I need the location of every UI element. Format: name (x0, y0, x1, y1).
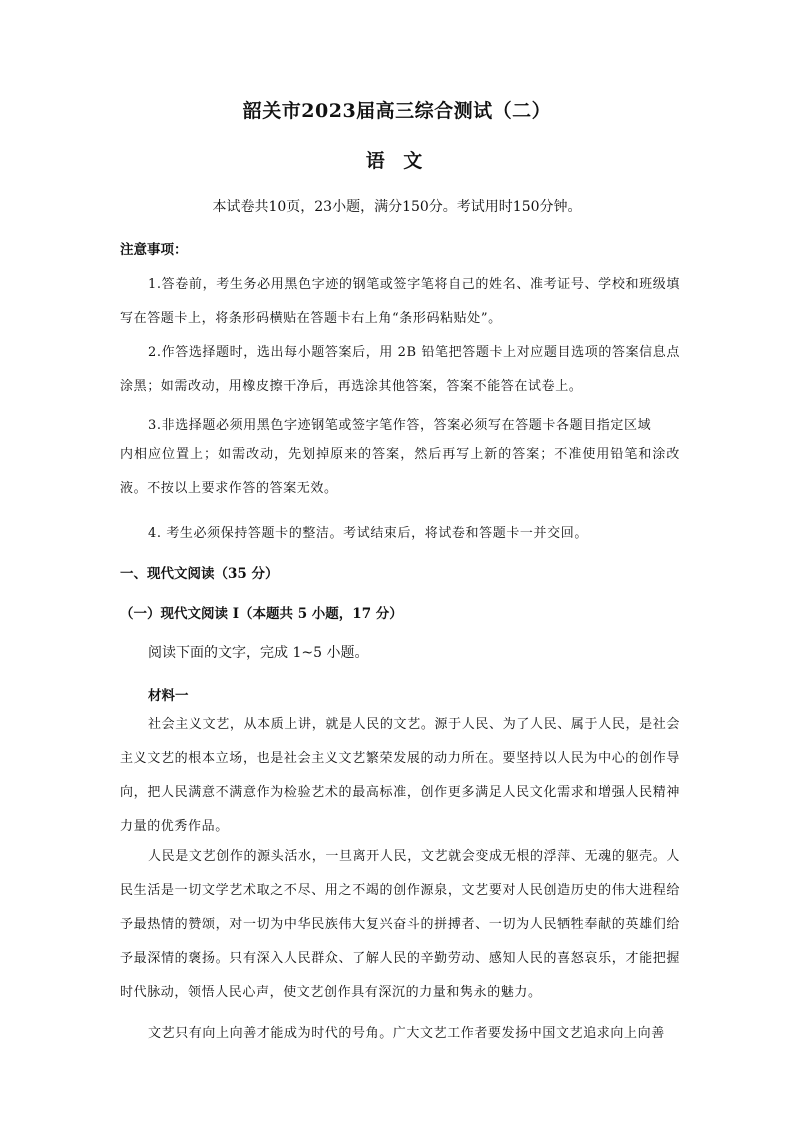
subsection-heading: （一）现代文阅读 I（本题共 5 小题，17 分） (120, 606, 403, 622)
exam-title: 韶关市2023届高三综合测试（二） (242, 100, 552, 122)
exam-intro: 本试卷共10页，23小题，满分150分。考试用时150分钟。 (212, 199, 582, 215)
note-item-1: 1.答卷前，考生务必用黑色字迹的钢笔或签字笔将自己的姓名、准考证号、学校和班级填写在答题卡上，将条形码横贴在答题卡右上角“条形码粘贴处”。 (120, 277, 680, 326)
material-paragraph-2: 人民是文艺创作的源头活水，一旦离开人民，文艺就会变成无根的浮萍、无魂的躯壳。人民生活是一切文学艺术取之不尽、用之不竭的创作源泉，文艺要对人民创造历史的伟大进程给予最热情的赞颂，对一切为中华民族伟大复兴奋斗的拼搏者、一切为人民牺牲奉献的英雄们给予最深情的褒扬。只有深入人民群众、了解人民的辛勤劳动、感知人民的喜怒哀乐，才能把握时代脉动，领悟人民心声，使文艺创作具有深沉的力量和隽永的魅力。 (120, 849, 680, 1000)
material-label: 材料一 (148, 688, 189, 704)
reading-instruction: 阅读下面的文字，完成 1~5 小题。 (148, 645, 369, 661)
note-item-4: 4. 考生必须保持答题卡的整洁。考试结束后，将试卷和答题卡一并交回。 (148, 526, 588, 541)
note-item-2: 2.作答选择题时，选出每小题答案后，用 2B 铅笔把答题卡上对应题目选项的答案信息点涂黑；如需改动，用橡皮擦干净后，再选涂其他答案，答案不能答在试卷上。 (120, 345, 680, 394)
section-heading: 一、现代文阅读（35 分） (120, 566, 279, 582)
material-paragraph-1: 社会主义文艺，从本质上讲，就是人民的文艺。源于人民、为了人民、属于人民，是社会主义文艺的根本立场，也是社会主义文艺繁荣发展的动力所在。要坚持以人民为中心的创作导向，把人民满意不满意作为检验艺术的最高标准，创作更多满足人民文化需求和增强人民精神力量的优秀作品。 (120, 717, 680, 834)
notes-heading: 注意事项： (120, 242, 188, 258)
material-paragraph-3: 文艺只有向上向善才能成为时代的号角。广大文艺工作者要发扬中国文艺追求向上向善 (148, 1026, 665, 1041)
subject-title: 语 文 (365, 150, 429, 172)
note-item-3-continued: 内相应位置上；如需改动，先划掉原来的答案，然后再写上新的答案；不准使用铅笔和涂改液。不按以上要求作答的答案无效。 (120, 447, 680, 496)
note-item-3: 3.非选择题必须用黑色字迹钢笔或签字笔作答，答案必须写在答题卡各题目指定区域 (148, 418, 652, 433)
